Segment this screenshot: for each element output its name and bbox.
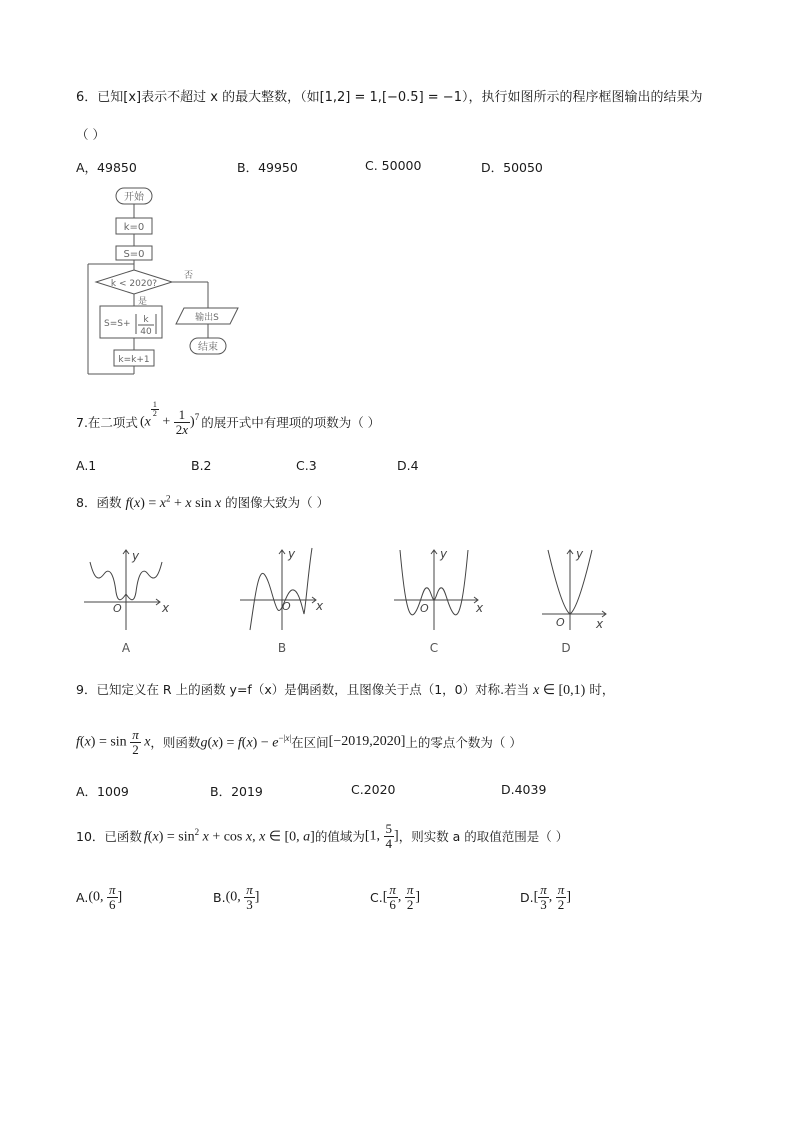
q9-option-a: A．1009 [76, 784, 129, 799]
flow-inc-text: k=k+1 [118, 355, 150, 365]
q10-option-a: A. (0, $\frac{\pi}{6}$ ] [76, 881, 123, 912]
q7-binomial: (x $^{\frac{1}{2}}$ + $\frac{1}{2x}$ )$^7$ [139, 400, 200, 437]
flow-body-den: 40 [140, 327, 152, 337]
q10-option-b: B. (0, $\frac{\pi}{3}$ ] [213, 881, 260, 912]
q6-option-b: B．49950 [237, 160, 298, 175]
q7-prefix: 7.在二项式 [76, 415, 138, 430]
svg-text:O: O [556, 616, 565, 629]
svg-text:O: O [420, 602, 429, 615]
q7-option-b: B.2 [191, 458, 212, 473]
flow-body-num: k [143, 315, 149, 325]
svg-text:y: y [576, 547, 584, 561]
flow-start-text: 开始 [124, 192, 144, 203]
svg-text:x: x [316, 599, 324, 613]
svg-text:y: y [288, 547, 296, 561]
svg-text:x: x [476, 601, 484, 615]
svg-text:y: y [132, 549, 140, 563]
q8-graph-d [536, 544, 636, 656]
q8-graph-b [234, 544, 334, 656]
q7-suffix: 的展开式中有理项的项数为（ ） [201, 415, 381, 430]
q7-stem [76, 402, 380, 442]
q8-graph-b-label: B [277, 641, 287, 655]
flow-output-text: 输出S [195, 313, 219, 323]
q7-option-a: A.1 [76, 458, 97, 473]
q10-option-d: D. [ $\frac{\pi}{3}$ , $\frac{\pi}{2}$ ] [520, 881, 571, 912]
q8-graph-d-label: D [561, 641, 571, 655]
q8-prefix: 8．函数 [76, 495, 122, 510]
q8-stem [76, 493, 329, 512]
svg-text:O: O [282, 600, 291, 613]
q9-line2: f(x) = sin $\frac{\pi}{2}$ x ，则函数 $g(x) = f(x) - e^{-|x|}$ 在区间 [−2019,2020] 上的零点个数为（ ） [76, 726, 522, 757]
flow-no-label: 否 [184, 271, 194, 281]
svg-text:y: y [440, 547, 448, 561]
flow-k-init-text: k=0 [123, 222, 145, 233]
q7-option-c: C.3 [296, 458, 317, 473]
q9-option-c: C.2020 [351, 782, 396, 797]
flow-cond-text: k < 2020? [110, 279, 158, 289]
q9-line1: 9．已知定义在 R 上的函数 y=f（x）是偶函数，且图像关于点（1，0）对称.若当 x ∈ [0,1) 时， [76, 682, 615, 698]
q10-option-c: C. [ $\frac{\pi}{6}$ , $\frac{\pi}{2}$ ] [370, 881, 421, 912]
q8-graph-a [80, 544, 180, 656]
flowchart [80, 184, 270, 384]
flow-yes-label: 是 [138, 297, 148, 307]
q9-option-b: B．2019 [210, 784, 263, 799]
q8-graph-c [390, 544, 490, 656]
q6-option-c: C. 50000 [365, 158, 422, 173]
q8-graph-a-label: A [121, 641, 131, 655]
q6-stem: 6．已知[x]表示不超过 x 的最大整数，（如[1,2] = 1,[−0.5] = −1），执行如图所示的程序框图输出的结果为 [76, 90, 703, 105]
q6-option-a: A，49850 [76, 160, 137, 175]
flow-end-text: 结束 [198, 342, 218, 353]
q6-option-d: D．50050 [481, 160, 543, 175]
q8-suffix: 的图像大致为（ ） [225, 495, 330, 510]
q10-stem: 10．已函数 $f(x) = \sin^2 x + \cos x$, x ∈ [0, a] 的值域为 [1, $\frac{5}{4}$ ] ，则实数 a 的取值范围是（ ） [76, 820, 569, 851]
svg-text:x: x [162, 601, 170, 615]
svg-text:O: O [113, 602, 122, 615]
q8-graph-c-label: C [429, 641, 439, 655]
q6-bracket: （ ） [76, 127, 105, 142]
flow-body-left: S=S+ [104, 319, 131, 329]
q9-option-d: D.4039 [501, 782, 547, 797]
flow-s-init-text: S=0 [123, 249, 145, 260]
q7-option-d: D.4 [397, 458, 419, 473]
svg-text:x: x [596, 617, 604, 631]
q8-formula: $f(x) = x^2 + x$ sin x [125, 493, 222, 511]
